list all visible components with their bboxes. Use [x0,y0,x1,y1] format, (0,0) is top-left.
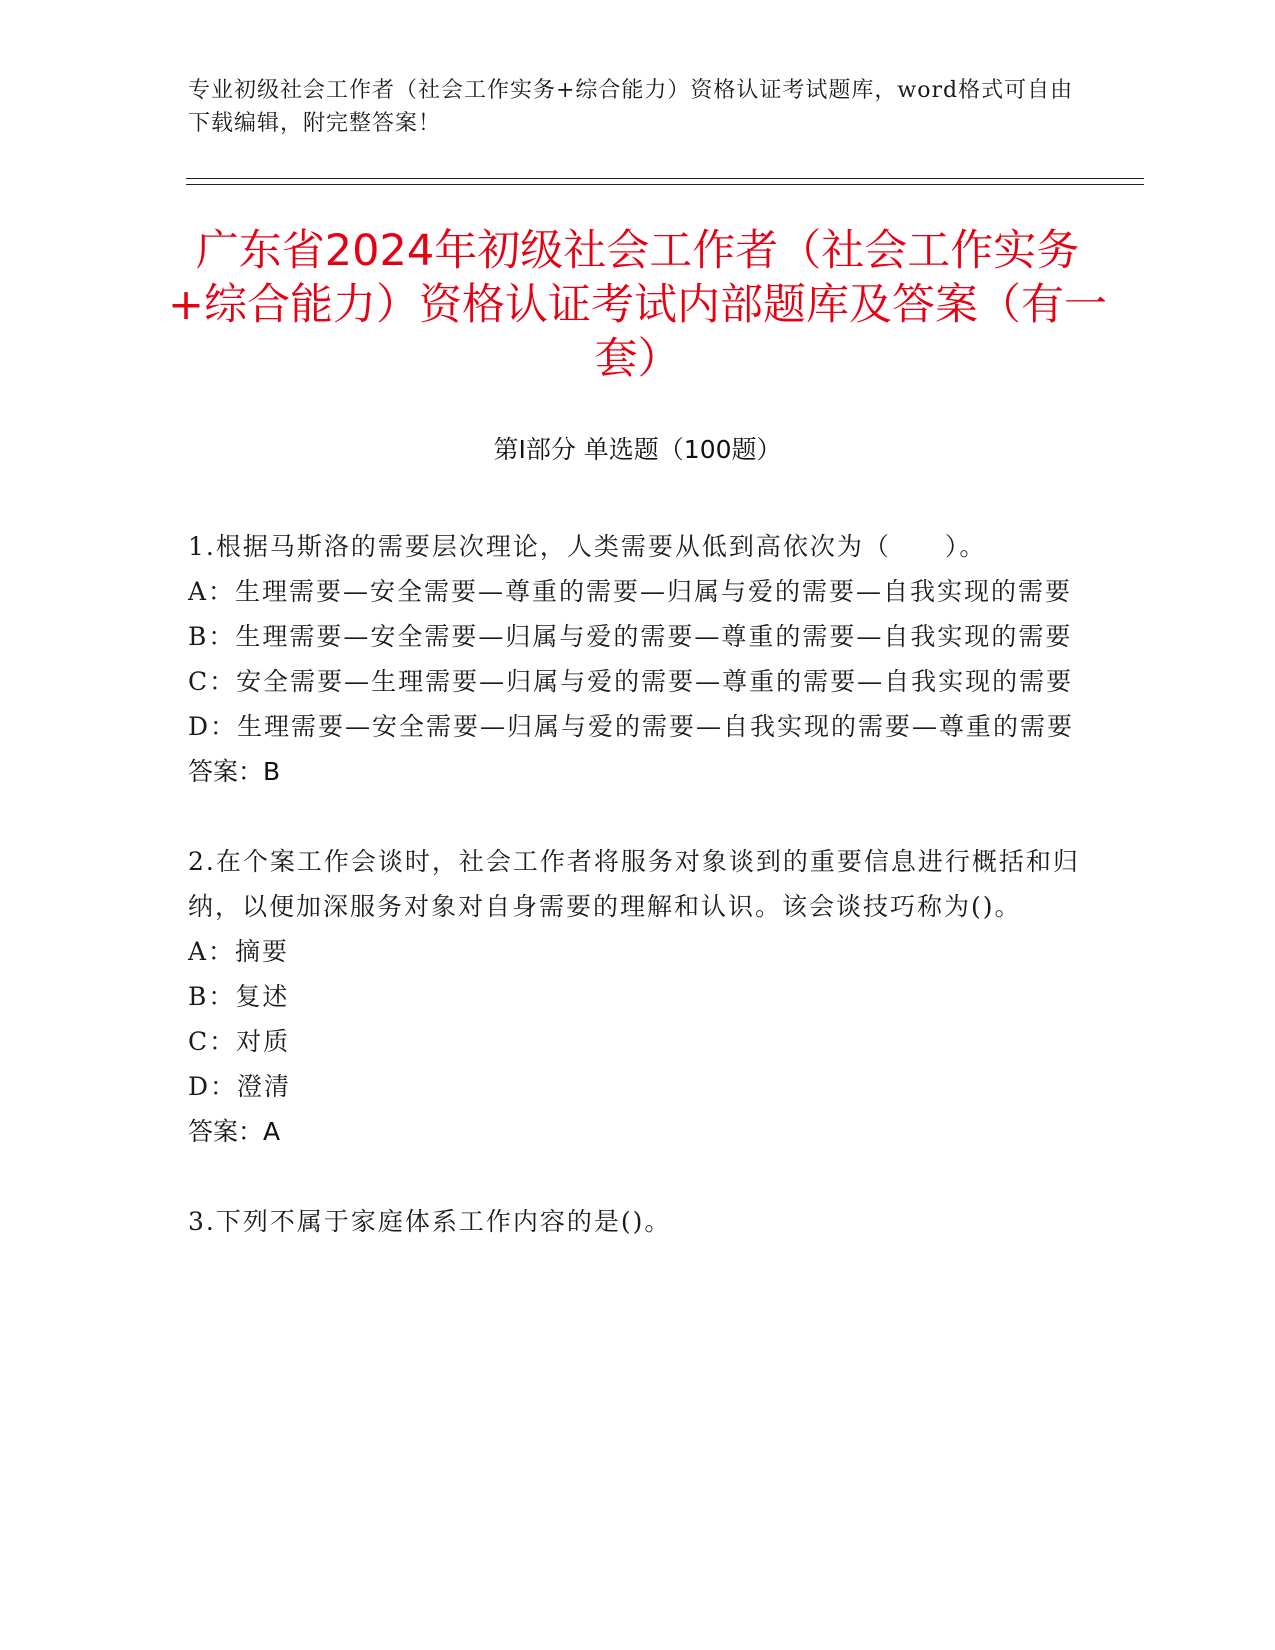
question-stem: 3.下列不属于家庭体系工作内容的是()。 [188,1207,672,1236]
question-stem: 2.在个案工作会谈时，社会工作者将服务对象谈到的重要信息进行概括和归纳，以便加深服务对象对自身需要的理解和认识。该会谈技巧称为()。 [188,847,1080,921]
option-c: C：对质 [188,1027,291,1056]
question-3 [188,1199,1088,1244]
question-stem: 1.根据马斯洛的需要层次理论，人类需要从低到高依次为（ ）。 [188,532,987,561]
option-b: B：生理需要—安全需要—归属与爱的需要—尊重的需要—自我实现的需要 [188,622,1073,651]
question-list [188,524,1088,1289]
answer: 答案：B [188,757,281,786]
option-c: C：安全需要—生理需要—归属与爱的需要—尊重的需要—自我实现的需要 [188,667,1074,696]
option-d: D：澄清 [188,1072,292,1101]
header-divider-bottom [186,184,1144,185]
question-1 [188,524,1088,794]
header-note: 专业初级社会工作者（社会工作实务+综合能力）资格认证考试题库，word格式可自由下载编辑，附完整答案！ [188,78,1074,136]
option-b: B：复述 [188,982,290,1011]
option-d: D：生理需要—安全需要—归属与爱的需要—自我实现的需要—尊重的需要 [188,712,1075,741]
document-title: 广东省2024年初级社会工作者（社会工作实务+综合能力）资格认证考试内部题库及答案（有一套） [167,226,1108,384]
answer: 答案：A [188,1117,281,1146]
option-a: A：生理需要—安全需要—尊重的需要—归属与爱的需要—自我实现的需要 [188,577,1073,606]
header-divider-top [186,178,1144,179]
section-heading: 第Ⅰ部分 单选题（100题） [493,435,782,464]
option-a: A：摘要 [188,937,290,966]
question-2 [188,839,1088,1154]
